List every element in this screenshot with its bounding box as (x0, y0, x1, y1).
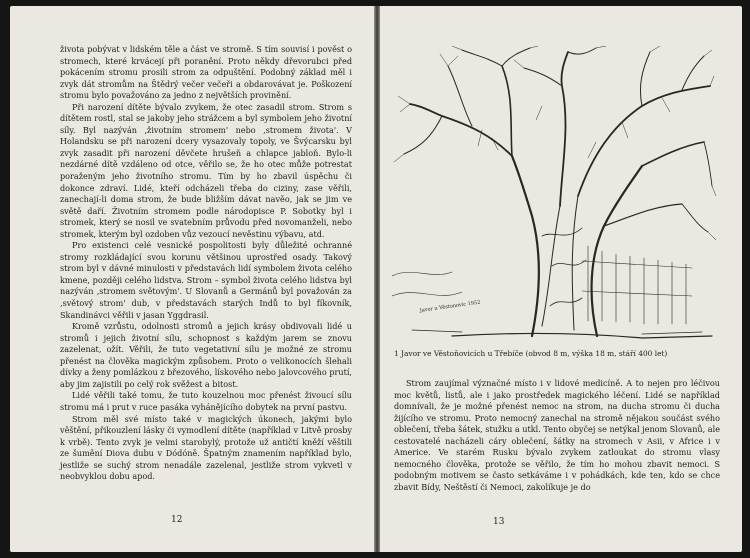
paragraph: Strom zaujímal význačné místo i v lidové medicíně. A to nejen pro léčivou moc květů, listů, ale i jako prostředek magického léčení. Lidé se například domnívali, že je možné přenést nemoc na strom, na ducha stromu či ducha žijícího ve stromu. Proto nemocný zanechal na stromě nějakou součást svého oblečení, třeba šátek, stužku a utkl. Tento obyčej se netýkal jenom Slovanů, ale cestovatelé nacházeli cáry oblečení, šátky na stromech v Asii, v Africe i v Americe. Ve starém Rusku bývalo zvykem zatloukat do stromu vlasy nemocného člověka, protože se věřilo, že tím ho mohou zbavit nemoci. S podobným motivem se často setkáváme i v pohádkách, kde ten, kdo se chce zbavit Bídy, Neštěstí či Nemoci, zakolíkuje je do (394, 378, 720, 492)
right-page-text (394, 378, 720, 493)
tree-illustration (392, 46, 716, 342)
paragraph: Strom měl své místo také v magických úkonech, jakými bylo věštění, přikouzlení lásky či vymodlení dítěte (například v Litvě prosby k vrbě). Tento zvyk je velmi starobylý, protože už antičtí kněží věštili ze šumění Diova dubu v Dódóně. Špatným znamením například bylo, jestliže se suchý strom nenadále zazelenal, jestliže strom vykvetl v neobvyklou dobu apod. (60, 413, 352, 482)
illustration-signature: Javor u Věstonovic 1952 (419, 299, 481, 314)
left-page (10, 6, 374, 552)
figure-caption: 1 Javor ve Věstoňovicích u Třebíče (obvod 8 m, výška 18 m, stáří 400 let) (394, 349, 668, 358)
paragraph: Při narození dítěte bývalo zvykem, že otec zasadil strom. Strom s dítětem rostl, stal se jakoby jeho strážcem a byl symbolem jeho životní síly. Byl nazýván ‚životním stromem' nebo ‚stromem života'. V Holandsku se při narození dcery vysazovaly topoly, ve Švýcarsku byl zvyk zasadit při narození děvčete hrušeň a chlapce jabloň. Bylo-li nezdárné dítě vzdáleno od otce, věřilo se, že ho otec může potrestat poraženým jeho životního stromu. Tím by ho zbavil úspěchu či dokonce zdraví. Lidé, kteří odcházeli třeba do ciziny, zase věřili, zanechají-li doma strom, že bude bližším dávat navěo, jak se jim ve světě daří. Životním stromem podle národopisce P. Sobotky byl i stromek, který se nosil ve svatebním průvodu před novomanželi, nebo stromek, kterým byl ozdoben vůz vezoucí nevěstinu výbavu, atd. (60, 101, 352, 239)
left-page-text (60, 44, 352, 483)
page-number-left: 12 (171, 515, 183, 525)
page-number-right: 13 (493, 517, 505, 527)
right-page (380, 6, 742, 552)
paragraph: života pobývat v lidském těle a část ve stromě. S tím souvisí i pověst o stromech, které krvácejí při poranění. Proto někdy dřevorubci před pokácením stromu prosili strom za odpuštění. Podobný základ měl i zvyk dát stromům na Štědrý večer večeři a obdarovávat je. Poškození stromu bylo považováno za jedno z největších provinění. (60, 44, 352, 101)
paragraph: Lidé věřili také tomu, že tuto kouzelnou moc přenést živoucí sílu stromu má i prut v ruce pasáka vyhánějícího dobytek na první pastvu. (60, 390, 352, 412)
paragraph: Kromě vzrůstu, odolnosti stromů a jejich krásy obdivovali lidé u stromů i jejich životní sílu, schopnost s každým jarem se znovu zazelenat, ožít. Věřili, že tuto vegetativní sílu je možné ze stromu přenést na člověka magickým způsobem. Proto o velikonocích šlehali dívky a ženy pomlázkou z březového, lískového nebo jalovcového prutí, aby jim zajistili po celý rok svěžest a bitost. (60, 321, 352, 389)
paragraph: Pro existenci celé vesnické pospolitosti byly důležité ochranné stromy rozkládající svou korunu většinou uprostřed osady. Takový strom byl v dávné minulosti v představách lidí symbolem života celého kmene, později celého lidstva. Strom – symbol života celého lidstva byl nazýván ‚stromem světovým'. U Slovanů a Germánů byl považován za ‚světový strom' dub, v představách starých Indů to byl fíkovník, Skandinávci věřili v jasan Yggdrasil. (60, 240, 352, 320)
